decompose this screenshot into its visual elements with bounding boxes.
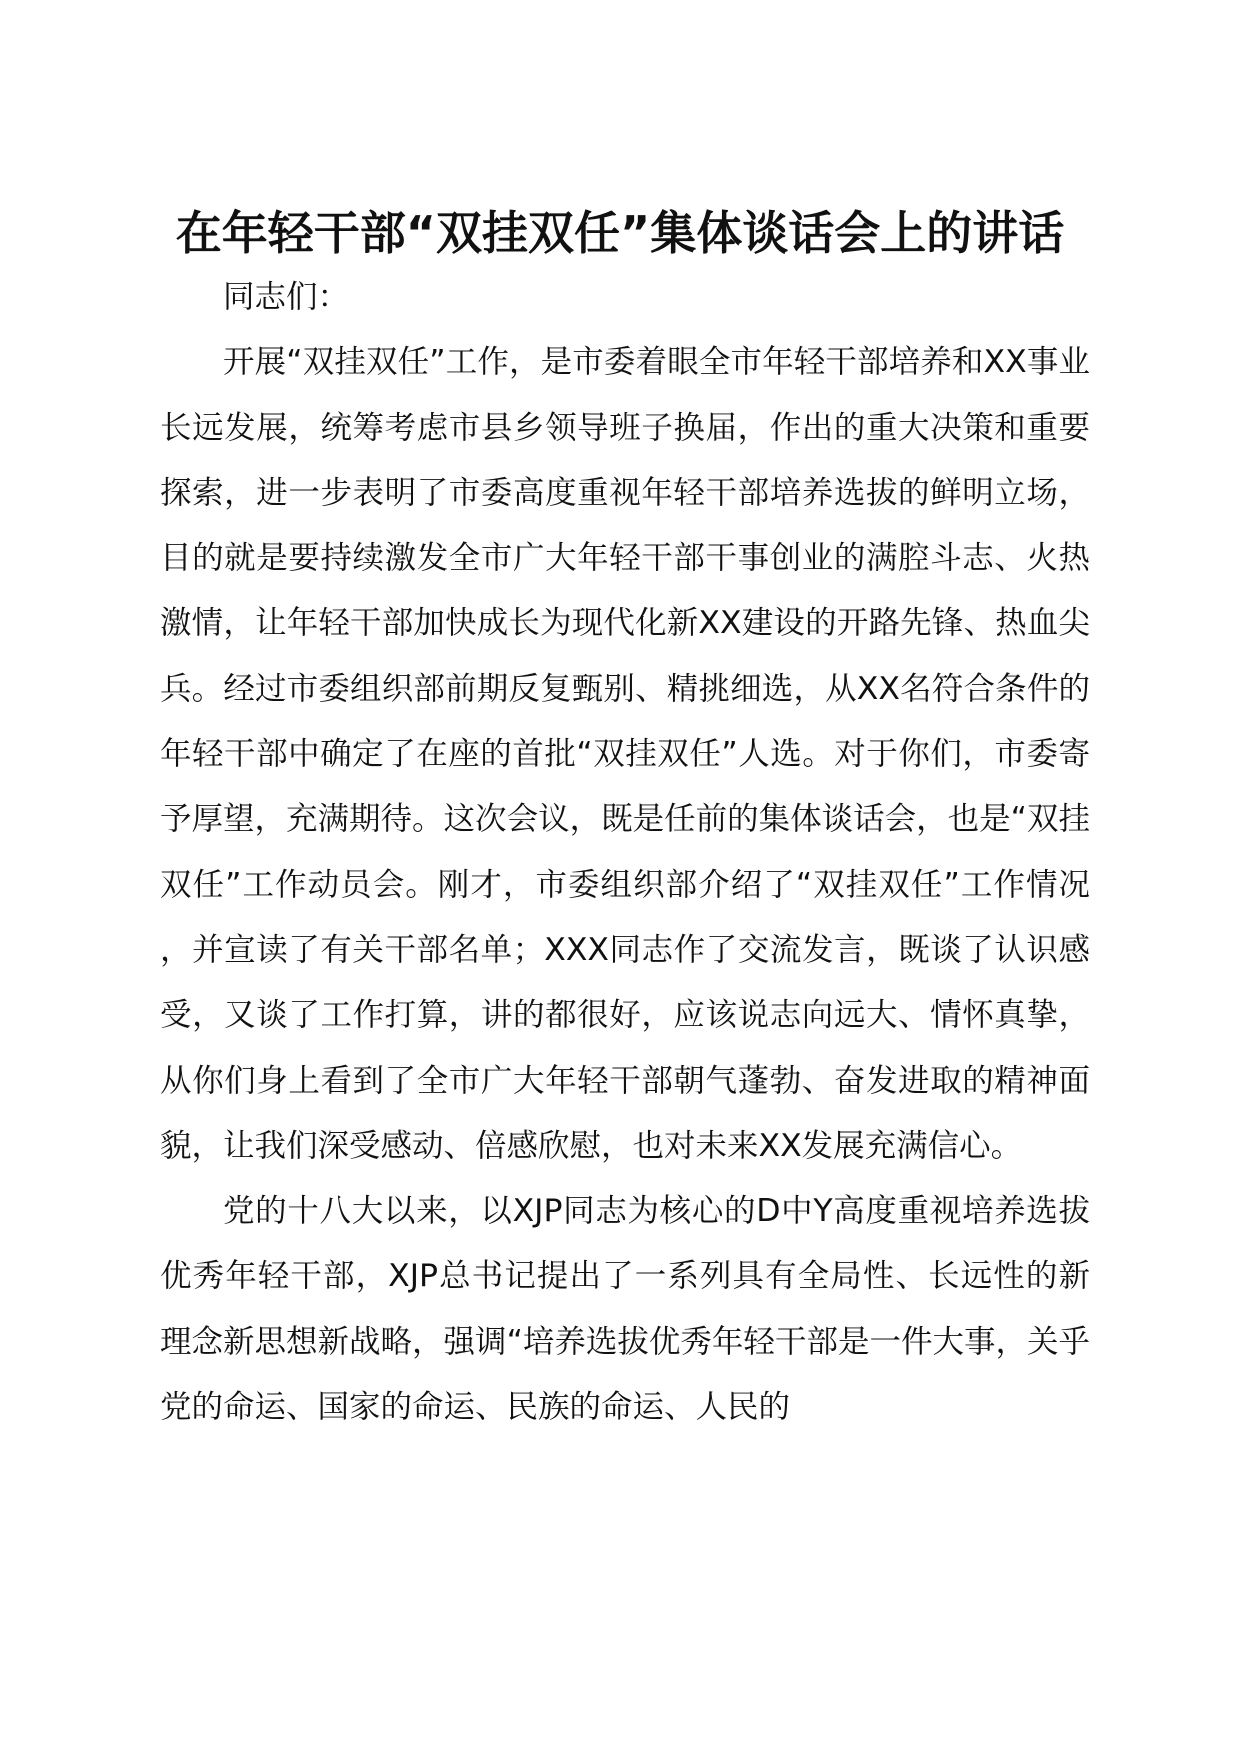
document-body <box>160 265 1090 1440</box>
document-title: 在年轻干部“双挂双任”集体谈话会上的讲话 <box>175 206 1065 260</box>
paragraph-2: 党的十八大以来，以XJP同志为核心的D中Y高度重视培养选拔优秀年轻干部，XJP总书记提出了一系列具有全局性、长远性的新理念新思想新战略，强调“培养选拔优秀年轻干部是一件大事，关乎党的命运、国家的命运、民族的命运、人民的 <box>160 1193 1090 1426</box>
paragraph-1: 开展“双挂双任”工作，是市委着眼全市年轻干部培养和XX事业长远发展，统筹考虑市县乡领导班子换届，作出的重大决策和重要探索，进一步表明了市委高度重视年轻干部培养选拔的鲜明立场，目的就是要持续激发全市广大年轻干部干事创业的满腔斗志、火热激情，让年轻干部加快成长为现代化新XX建设的开路先锋、热血尖兵。经过市委组织部前期反复甄别、精挑细选，从XX名符合条件的年轻干部中确定了在座的首批“双挂双任”人选。对于你们，市委寄予厚望，充满期待。这次会议，既是任前的集体谈话会，也是“双挂双任”工作动员会。刚才，市委组织部介绍了“双挂双任”工作情况，并宣读了有关干部名单；XXX同志作了交流发言，既谈了认识感受，又谈了工作打算，讲的都很好，应该说志向远大、情怀真挚，从你们身上看到了全市广大年轻干部朝气蓬勃、奋发进取的精神面貌，让我们深受感动、倍感欣慰，也对未来XX发展充满信心。 <box>160 344 1090 1164</box>
greeting: 同志们： <box>223 279 350 315</box>
